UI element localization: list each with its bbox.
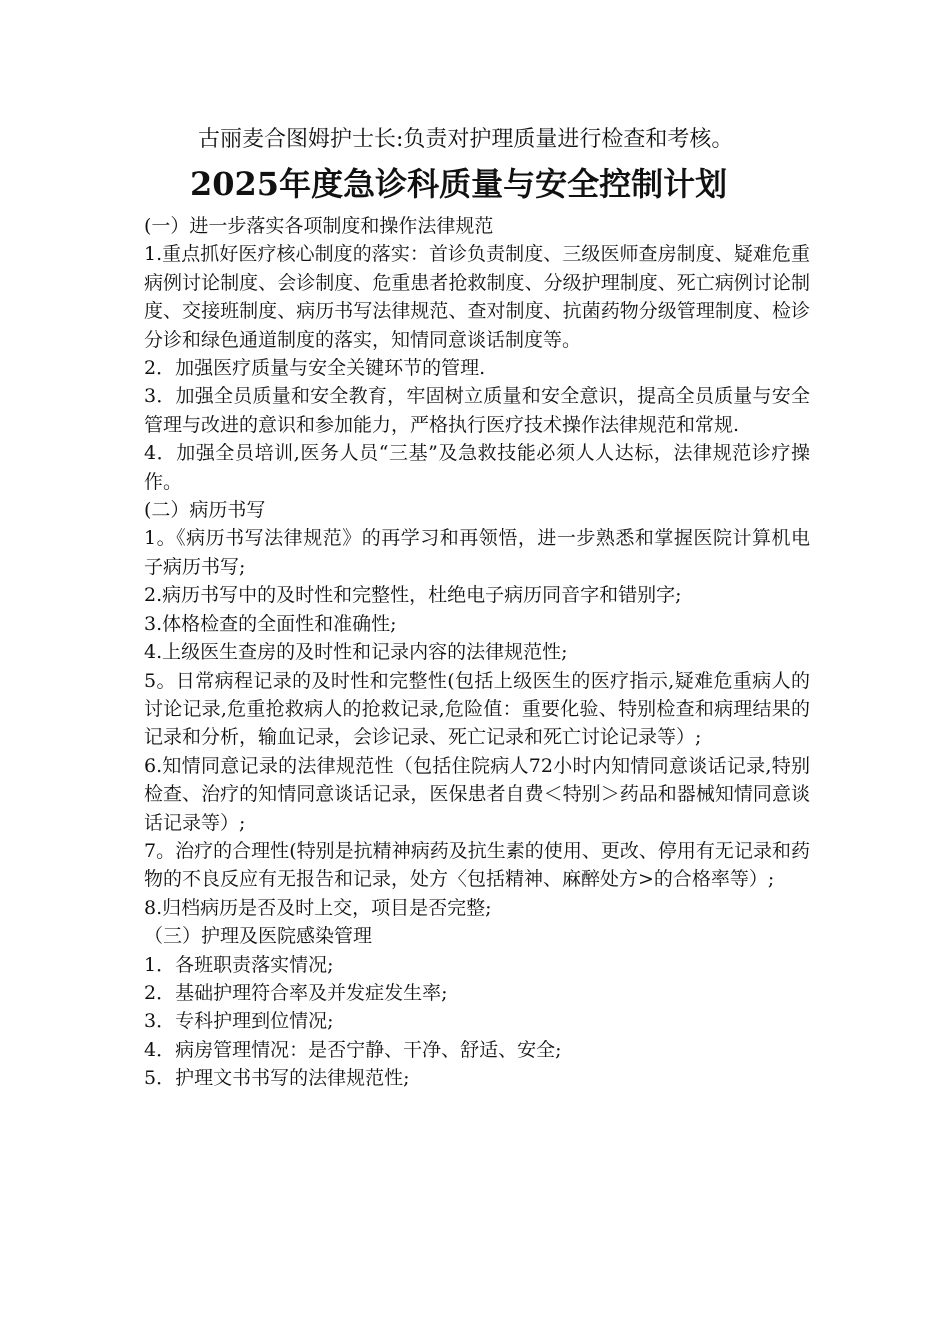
paragraph: 3.体格检查的全面性和准确性; xyxy=(144,612,397,635)
paragraph: 4．病房管理情况：是否宁静、干净、舒适、安全; xyxy=(144,1038,562,1061)
paragraph: 6.知情同意记录的法律规范性（包括住院病人72小时内知情同意谈话记录,特别检查、治疗的知情同意谈话记录，医保患者自费＜特别＞药品和器械知情同意谈话记录等）; xyxy=(144,754,810,834)
document-body xyxy=(144,212,810,1093)
paragraph: 2．基础护理符合率及并发症发生率; xyxy=(144,981,448,1004)
paragraph: 4．加强全员培训,医务人员“三基”及急救技能必须人人达标，法律规范诊疗操作。 xyxy=(144,442,810,493)
paragraph: 1。《病历书写法律规范》的再学习和再领悟，进一步熟悉和掌握医院计算机电子病历书写; xyxy=(144,527,810,578)
paragraph: 5。日常病程记录的及时性和完整性(包括上级医生的医疗指示,疑难危重病人的讨论记录,危重抢救病人的抢救记录,危险值：重要化验、特别检查和病理结果的记录和分析，输血记录，会诊记录、死亡记录和死亡讨论记录等）; xyxy=(144,669,810,749)
paragraph: 1．各班职责落实情况; xyxy=(144,953,334,976)
paragraph: 3．加强全员质量和安全教育，牢固树立质量和安全意识，提高全员质量与安全管理与改进的意识和参加能力，严格执行医疗技术操作法律规范和常规. xyxy=(144,385,810,436)
paragraph: 1.重点抓好医疗核心制度的落实：首诊负责制度、三级医师查房制度、疑难危重病例讨论制度、会诊制度、危重患者抢救制度、分级护理制度、死亡病例讨论制度、交接班制度、病历书写法律规范、查对制度、抗菌药物分级管理制度、检诊分诊和绿色通道制度的落实，知情同意谈话制度等。 xyxy=(144,243,810,351)
paragraph: 8.归档病历是否及时上交，项目是否完整; xyxy=(144,896,492,919)
paragraph: 3．专科护理到位情况; xyxy=(144,1010,334,1033)
paragraph: 7。治疗的合理性(特别是抗精神病药及抗生素的使用、更改、停用有无记录和药物的不良反应有无报告和记录，处方〈包括精神、麻醉处方>的合格率等）; xyxy=(144,839,810,891)
paragraph: 4.上级医生查房的及时性和记录内容的法律规范性; xyxy=(144,641,568,664)
page-title: 2025年度急诊科质量与安全控制计划 xyxy=(190,165,728,203)
paragraph: 5．护理文书书写的法律规范性; xyxy=(144,1067,410,1090)
paragraph: 2．加强医疗质量与安全关键环节的管理. xyxy=(144,357,486,380)
paragraph: 2.病历书写中的及时性和完整性，杜绝电子病历同音字和错别字; xyxy=(144,584,682,607)
header-line: 古丽麦合图姆护士长:负责对护理质量进行检查和考核。 xyxy=(198,127,734,152)
section-heading: (二）病历书写 xyxy=(144,499,266,522)
section-heading: （三）护理及医院感染管理 xyxy=(144,925,373,948)
section-heading: (一）进一步落实各项制度和操作法律规范 xyxy=(144,215,494,237)
